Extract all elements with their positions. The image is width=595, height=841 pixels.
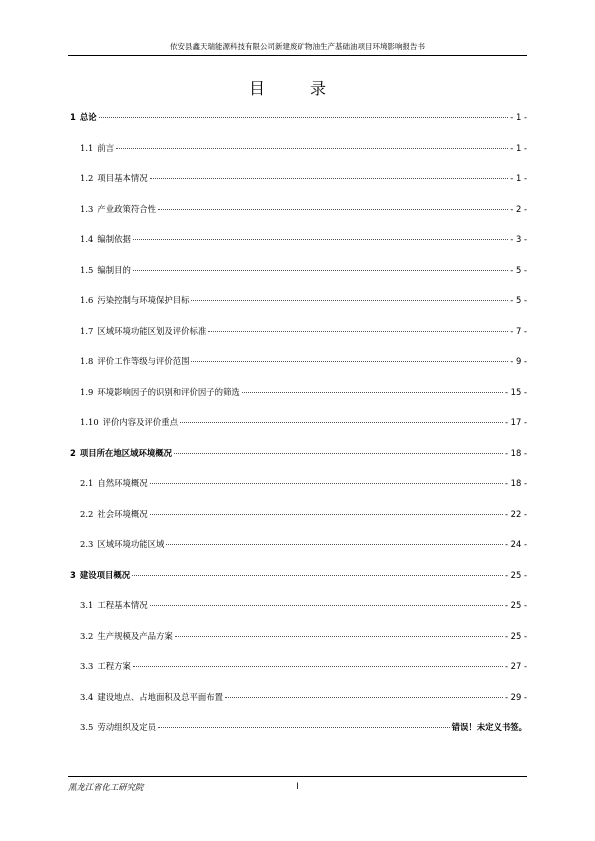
toc-entry-title: 项目所在地区域环境概况 <box>79 447 172 458</box>
toc-entry-number: 2 <box>70 447 76 458</box>
toc-entry-title: 建设项目概况 <box>79 569 131 580</box>
toc-entry[interactable] <box>68 477 527 508</box>
toc-entry[interactable] <box>68 660 527 691</box>
toc-entry-page: - 1 - <box>510 173 527 183</box>
toc-entry-page: - 2 - <box>510 203 527 214</box>
toc-entry-number: 3.5 <box>80 722 94 732</box>
table-of-contents <box>68 111 527 752</box>
toc-entry-page: - 27 - <box>504 661 527 671</box>
footer-divider <box>68 776 527 777</box>
toc-entry-number: 3.4 <box>80 691 94 702</box>
toc-entry-title: 建设地点、占地面积及总平面布置 <box>97 691 223 702</box>
toc-entry-title: 编制目的 <box>97 264 131 275</box>
toc-dot-leader <box>158 209 508 210</box>
toc-entry-title: 环境影响因子的识别和评价因子的筛选 <box>97 386 240 397</box>
toc-dot-leader <box>175 636 503 637</box>
toc-dot-leader <box>180 422 503 423</box>
toc-entry-page: - 22 - <box>504 508 527 519</box>
toc-dot-leader <box>150 483 503 484</box>
toc-entry-title: 前言 <box>97 142 115 153</box>
toc-entry-page: - 24 - <box>504 539 527 549</box>
toc-entry-number: 3 <box>70 569 76 580</box>
toc-entry-title: 劳动组织及定员 <box>97 722 156 732</box>
toc-entry[interactable] <box>68 142 527 173</box>
running-header: 依安县鑫天瑞能源科技有限公司新建废矿物油生产基础油项目环境影响报告书 <box>68 41 527 56</box>
toc-entry-title: 区域环境功能区域 <box>97 539 165 549</box>
toc-entry-title: 产业政策符合性 <box>97 203 156 214</box>
toc-entry-page: - 25 - <box>504 569 527 580</box>
toc-entry-number: 3.3 <box>80 661 94 671</box>
toc-entry[interactable] <box>68 386 527 417</box>
toc-dot-leader <box>150 514 503 515</box>
toc-dot-leader <box>191 300 508 301</box>
toc-dot-leader <box>133 666 503 667</box>
toc-entry[interactable] <box>68 416 527 447</box>
toc-entry-page: - 15 - <box>504 386 527 397</box>
toc-entry-number: 1 <box>70 112 76 122</box>
toc-entry[interactable] <box>68 172 527 203</box>
toc-dot-leader <box>242 392 503 393</box>
toc-entry[interactable] <box>68 721 527 752</box>
toc-entry-title: 区域环境功能区划及评价标准 <box>97 325 207 336</box>
toc-entry-number: 3.2 <box>80 630 94 641</box>
toc-entry-title: 生产规模及产品方案 <box>97 630 173 641</box>
toc-entry[interactable] <box>68 233 527 264</box>
toc-entry-title: 工程方案 <box>97 661 131 671</box>
toc-entry-page: 错误！未定义书签。 <box>451 722 527 732</box>
toc-entry-number: 1.10 <box>80 417 99 427</box>
toc-title: 目 录 <box>248 79 347 98</box>
toc-entry[interactable] <box>68 111 527 142</box>
toc-entry-page: - 18 - <box>504 447 527 458</box>
toc-entry[interactable] <box>68 294 527 325</box>
toc-entry-title: 污染控制与环境保护目标 <box>97 295 190 305</box>
toc-dot-leader <box>225 697 503 698</box>
toc-entry-page: - 7 - <box>510 325 527 336</box>
toc-entry-page: - 5 - <box>510 295 527 305</box>
toc-entry-page: - 3 - <box>510 234 527 244</box>
toc-dot-leader <box>174 453 503 454</box>
toc-entry-page: - 18 - <box>504 478 527 488</box>
toc-entry-page: - 29 - <box>504 691 527 702</box>
toc-entry-title: 总论 <box>79 112 97 122</box>
toc-entry-number: 2.3 <box>80 539 94 549</box>
toc-entry-number: 1.2 <box>80 173 94 183</box>
toc-entry-page: - 5 - <box>510 264 527 275</box>
toc-entry-number: 1.8 <box>80 356 94 366</box>
toc-dot-leader <box>191 361 508 362</box>
toc-entry-title: 项目基本情况 <box>97 173 148 183</box>
toc-dot-leader <box>166 544 503 545</box>
toc-entry-number: 3.1 <box>80 600 94 610</box>
toc-dot-leader <box>99 117 509 118</box>
toc-entry[interactable] <box>68 630 527 661</box>
toc-dot-leader <box>208 331 508 332</box>
toc-entry-number: 1.4 <box>80 234 94 244</box>
toc-entry[interactable] <box>68 355 527 386</box>
toc-entry[interactable] <box>68 538 527 569</box>
toc-dot-leader <box>133 239 508 240</box>
toc-entry-number: 1.3 <box>80 203 94 214</box>
toc-entry-number: 1.7 <box>80 325 94 336</box>
toc-entry-number: 2.1 <box>80 478 94 488</box>
toc-entry-page: - 9 - <box>510 356 527 366</box>
toc-dot-leader <box>150 605 503 606</box>
toc-entry[interactable] <box>68 569 527 600</box>
toc-entry-title: 编制依据 <box>97 234 131 244</box>
footer-page-number: I <box>296 781 299 791</box>
toc-entry[interactable] <box>68 508 527 539</box>
toc-entry-number: 1.1 <box>80 142 94 153</box>
toc-entry-title: 社会环境概况 <box>97 508 148 519</box>
footer-organization: 黑龙江省化工研究院 <box>68 782 144 792</box>
toc-entry-page: - 17 - <box>504 417 527 427</box>
toc-entry-number: 1.9 <box>80 386 94 397</box>
toc-entry-page: - 25 - <box>504 630 527 641</box>
toc-entry-page: - 1 - <box>510 142 527 153</box>
toc-entry[interactable] <box>68 447 527 478</box>
toc-entry-number: 1.6 <box>80 295 94 305</box>
toc-dot-leader <box>133 270 508 271</box>
toc-entry-title: 评价内容及评价重点 <box>102 417 179 427</box>
toc-entry[interactable] <box>68 691 527 722</box>
toc-entry[interactable] <box>68 203 527 234</box>
toc-entry-title: 评价工作等级与评价范围 <box>97 356 190 366</box>
toc-dot-leader <box>116 148 508 149</box>
toc-entry-title: 自然环境概况 <box>97 478 148 488</box>
toc-entry-title: 工程基本情况 <box>97 600 148 610</box>
toc-entry-page: - 25 - <box>504 600 527 610</box>
toc-entry-number: 2.2 <box>80 508 94 519</box>
toc-entry-number: 1.5 <box>80 264 94 275</box>
toc-entry-page: - 1 - <box>510 112 527 122</box>
toc-dot-leader <box>132 575 503 576</box>
toc-dot-leader <box>158 727 450 728</box>
toc-dot-leader <box>150 178 509 179</box>
toc-entry[interactable] <box>68 325 527 356</box>
toc-entry[interactable] <box>68 264 527 295</box>
toc-entry[interactable] <box>68 599 527 630</box>
